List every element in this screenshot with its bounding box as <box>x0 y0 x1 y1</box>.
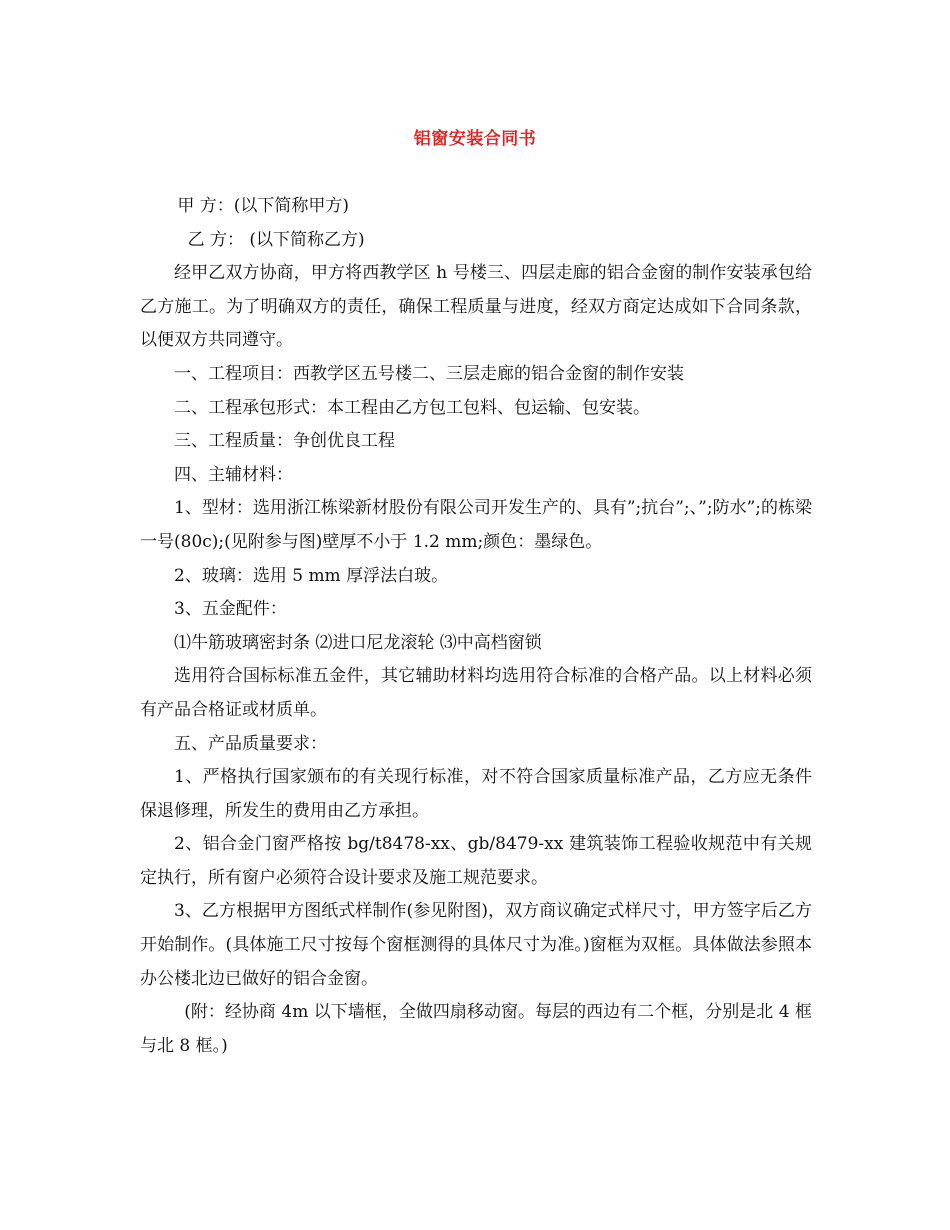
party-b-line: 乙 方： (以下简称乙方) <box>187 229 365 250</box>
appendix-note: (附：经协商 4m 以下墙框，全做四扇移动窗。每层的西边有二个框，分别是北 4 框与北 8 框。) <box>140 1002 812 1056</box>
clause-5-quality-requirements-heading: 五、产品质量要求： <box>174 733 327 754</box>
material-hardware-heading: 3、五金配件： <box>174 599 287 620</box>
clause-1-project: 一、工程项目：西教学区五号楼二、三层走廊的铝合金窗的制作安装 <box>174 363 684 384</box>
quality-requirement-3: 3、乙方根据甲方图纸式样制作(参见附图)，双方商议确定式样尺寸，甲方签字后乙方开始制作。(具体施工尺寸按每个窗框测得的具体尺寸为准。)窗框为双框。具体做法参照本办公楼北边已做好的铝合金窗。 <box>140 901 812 989</box>
material-hardware-note: 选用符合国标标准五金件，其它辅助材料均选用符合标准的合格产品。以上材料必须有产品合格证或材质单。 <box>140 666 812 720</box>
clause-2-contract-form: 二、工程承包形式：本工程由乙方包工包料、包运输、包安装。 <box>174 397 650 418</box>
party-a-line: 甲 方：(以下简称甲方) <box>177 196 350 216</box>
material-profile: 1、型材：选用浙江栋梁新材股份有限公司开发生产的、具有”;抗台”;、”;防水”;的栋梁一号(80c);(见附参与图)壁厚不小于 1.2 mm;颜色：墨绿色。 <box>140 498 812 552</box>
clause-3-quality: 三、工程质量：争创优良工程 <box>174 431 395 452</box>
document-title: 铝窗安装合同书 <box>413 129 537 149</box>
clause-4-materials-heading: 四、主辅材料： <box>174 464 293 485</box>
document-body <box>140 190 812 1063</box>
intro-paragraph: 经甲乙双方协商，甲方将西教学区 h 号楼三、四层走廊的铝合金窗的制作安装承包给乙方施工。为了明确双方的责任，确保工程质量与进度，经双方商定达成如下合同条款，以便双方共同遵守。 <box>140 263 812 351</box>
material-glass: 2、玻璃：选用 5 mm 厚浮法白玻。 <box>174 565 449 586</box>
quality-requirement-1: 1、严格执行国家颁布的有关现行标准，对不符合国家质量标准产品，乙方应无条件保退修理，所发生的费用由乙方承担。 <box>140 767 812 821</box>
material-hardware-list: ⑴牛筋玻璃密封条 ⑵进口尼龙滚轮 ⑶中高档窗锁 <box>174 632 542 653</box>
quality-requirement-2: 2、铝合金门窗严格按 bg/t8478-xx、gb/8479-xx 建筑装饰工程验收规范中有关规定执行，所有窗户必须符合设计要求及施工规范要求。 <box>140 834 812 888</box>
